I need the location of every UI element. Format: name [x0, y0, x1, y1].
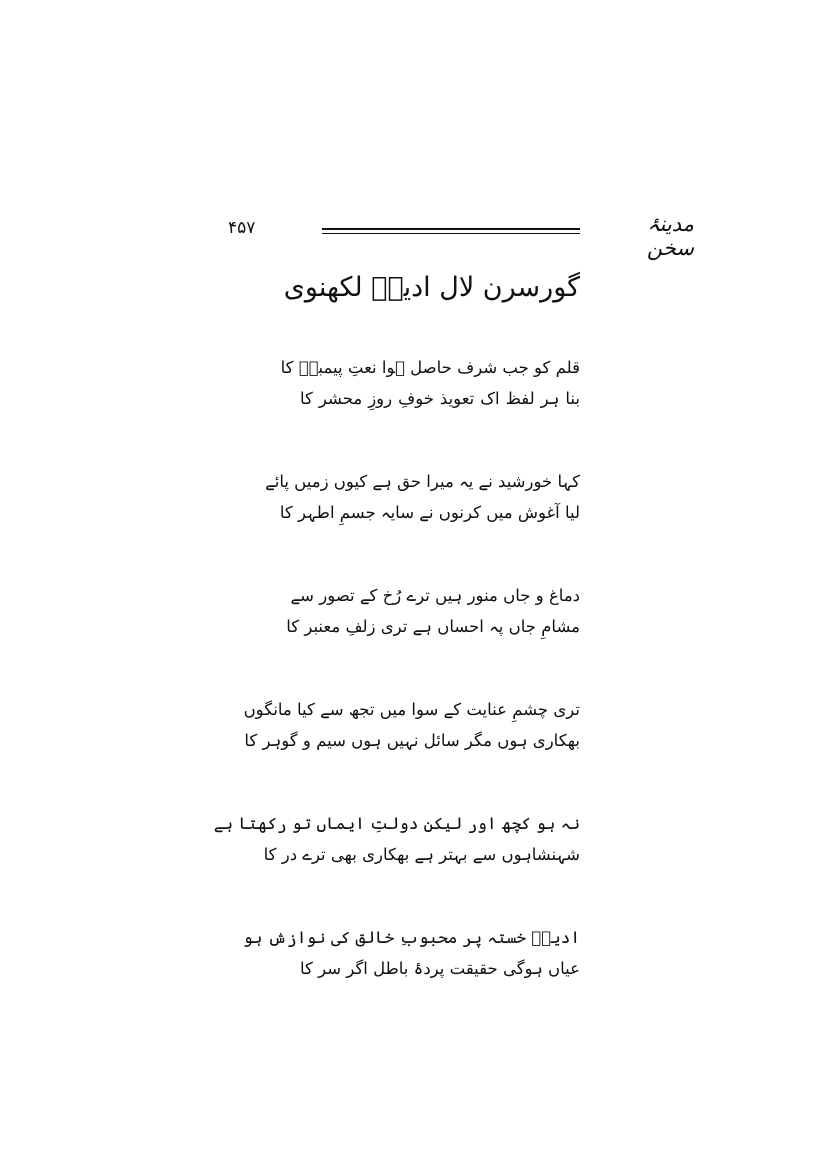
verse-line: قلم کو جب شرف حاصل ہوا نعتِ پیمبرؐ کا [280, 358, 580, 377]
header-rule-thin [322, 233, 580, 234]
verse-line: مشامِ جاں پہ احساں ہے تری زلفِ معنبر کا [286, 617, 580, 636]
book-title: مدینۂ سخن [646, 212, 694, 260]
header-rule-thick [322, 228, 580, 230]
poem [213, 262, 580, 1036]
verse-line: لیا آغوش میں کرنوں نے سایہ جسمِ اطہر کا [279, 503, 580, 522]
couplet [286, 580, 580, 642]
verse-line: بھکاری ہوں مگر سائل نہیں ہوں سیم و گوہر کا [244, 731, 580, 750]
verse-line: عیاں ہوگی حقیقت پردۂ باطل اگر سر کا [300, 959, 580, 978]
verse-line: نہ ہو کچھ اور لیکن دولتِ ایماں تو رکھتا ہے [213, 814, 580, 833]
verse-line: شہنشاہوں سے بہتر ہے بھکاری بھی ترے در کا [263, 845, 580, 864]
page-header [0, 212, 826, 260]
verse-line: تری چشمِ عنایت کے سوا میں تجھ سے کیا مانگوں [243, 700, 580, 719]
verse-line: کہا خورشید نے یہ میرا حق ہے کیوں زمیں پائے [265, 472, 580, 491]
couplet [243, 922, 580, 984]
verse-line: دماغ و جاں منور ہیں ترے رُخ کے تصور سے [290, 586, 580, 605]
couplet [213, 808, 580, 870]
couplet [280, 352, 580, 414]
verse-line: ادیبؔ خستہ پر محبوبِ خالق کی نوازش ہو [243, 928, 580, 947]
verse-line: بنا ہر لفظ اک تعویذ خوفِ روزِ محشر کا [300, 389, 580, 408]
page-number: ۴۵۷ [228, 218, 256, 238]
poet-name: گورسرن لال ادیبؔ لکھنوی [283, 272, 580, 303]
couplet [265, 466, 580, 528]
couplet [243, 694, 580, 756]
